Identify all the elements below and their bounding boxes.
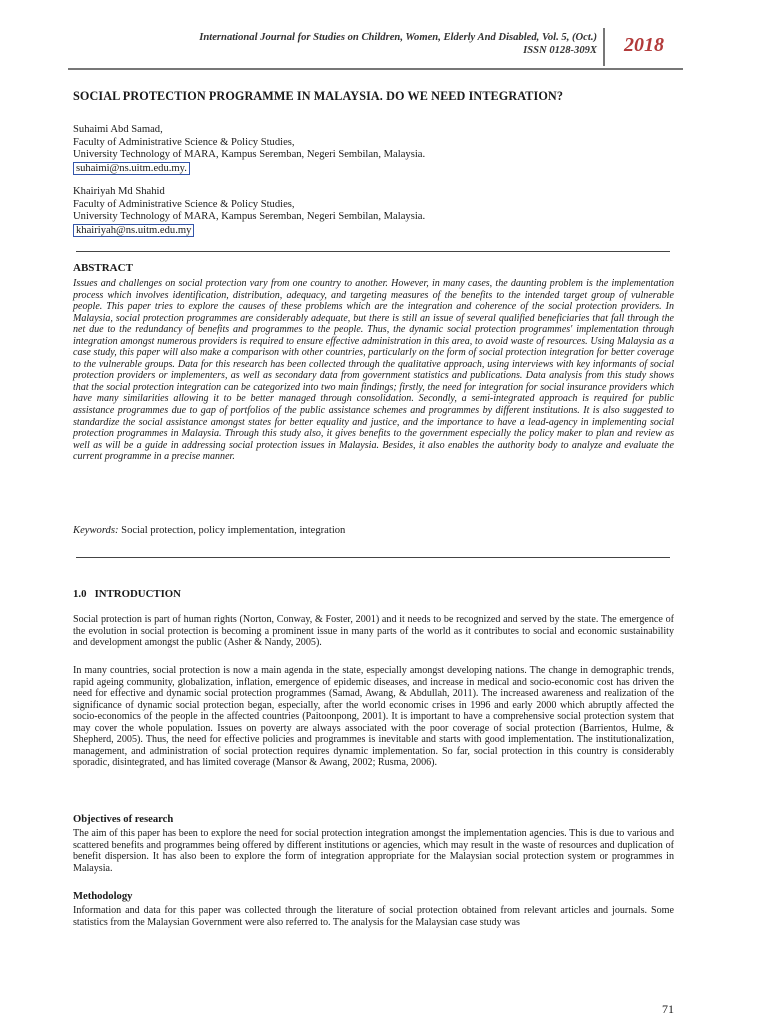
methodology-heading: Methodology (73, 891, 133, 902)
author-university: University Technology of MARA, Kampus Seremban, Negeri Sembilan, Malaysia. (73, 149, 426, 161)
author-faculty: Faculty of Administrative Science & Policy Studies, (73, 198, 295, 210)
author-university: University Technology of MARA, Kampus Seremban, Negeri Sembilan, Malaysia. (73, 211, 426, 223)
divider-rule (76, 251, 670, 252)
keywords-text: Social protection, policy implementation, integration (121, 525, 346, 536)
methodology-paragraph: Information and data for this paper was collected through the literature of social protection obtained from relevant articles and journals. Some statistics from the Malaysian Government were also referred to. The analysis for the Malaysian case study was (73, 905, 674, 928)
intro-paragraph-1: Social protection is part of human rights (Norton, Conway, & Foster, 2001) and it needs to be recognized and served by the state. The emergence of the evolution in social protection is becoming a prominent issue in many parts of the world as it contributes to social and economic sustainability and development amongst the public (Asher & Nandy, 2005). (73, 614, 674, 649)
introduction-heading: 1.0 INTRODUCTION (73, 588, 181, 600)
author-email-link[interactable]: suhaimi@ns.uitm.edu.my. (73, 162, 190, 175)
divider-rule (76, 557, 670, 558)
author-block-1 (73, 124, 633, 175)
author-faculty: Faculty of Administrative Science & Policy Studies, (73, 136, 295, 148)
author-name: Khairiyah Md Shahid (73, 186, 165, 197)
running-header (68, 28, 683, 70)
journal-citation (199, 32, 597, 57)
keywords-line (73, 525, 345, 536)
author-name: Suhaimi Abd Samad, (73, 124, 163, 135)
journal-issn: ISSN 0128-309X (523, 44, 597, 56)
objectives-paragraph: The aim of this paper has been to explore the need for social protection integration amongst the implementation agencies. This is due to various and scattered benefits and programmes being offered by different institutions or agencies, which may result in the waste of resources and duplication of benefit dispersion. It has also been to explore the form of integration appropriate for the Malaysian social protection system or programmes in Malaysia. (73, 828, 674, 874)
page-number: 71 (662, 1002, 674, 1016)
author-block-2 (73, 186, 633, 237)
abstract-heading: ABSTRACT (73, 262, 133, 274)
keywords-label: Keywords: (73, 525, 119, 536)
paper-title: SOCIAL PROTECTION PROGRAMME IN MALAYSIA. DO WE NEED INTEGRATION? (73, 89, 564, 103)
intro-paragraph-2: In many countries, social protection is now a main agenda in the state, especially amongst developing nations. The change in demographic trends, rapid ageing community, globalization, inflation, emergence of epidemic diseases, and increase in medical and socio-economic cost has driven the need for effective and dynamic social protection programmes (Samad, Awang, & Abdullah, 2011). The increased awareness and realization of the significance of dynamic social protection began, especially, after the world economic crises in 1996 and early 2000 which abruptly affected the socio-economics of the people in the affected countries (Paitoonpong, 2001). It is important to have a comprehensive social protection system that may cover the whole population. Issues on poverty are always associated with the poor coverage of social protection (Barrientos, Hulme, & Shepherd, 2005). Thus, the need for effective policies and programmes is inevitable and starts with good implementation. The institutionalization, management, and administration of social protection requires dynamic implementation. So far, social protection in this country is considerably sporadic, disintegrated, and has limited coverage (Mansor & Awang, 2002; Rusma, 2006). (73, 665, 674, 769)
journal-name: International Journal for Studies on Children, Women, Elderly And Disabled, Vol. 5, (Oct.) (199, 32, 597, 43)
author-email-link[interactable]: khairiyah@ns.uitm.edu.my (73, 224, 194, 237)
abstract-text: Issues and challenges on social protection vary from one country to another. However, in many cases, the daunting problem is the implementation process which involves identification, distribution, adequacy, and targeting measures of the benefits to the intended target group of vulnerable people. This paper tries to explore the causes of these problems which are the integration and coherence of the social protection providers. In Malaysia, social protection programmes are considerably adequate, but there is still an issue of several qualified beneficiaries that fall through the net due to the redundancy of benefits and programmes to the people. Thus, the dynamic social protection programmes' implementation through integration amongst numerous providers is required to ensure effective administration in this area, to avoid waste of resources. Using Malaysia as a case study, this paper will also make a comparison with other countries, particularly on the form of social protection integration for better coverage to the vulnerable groups. Data for this research has been collected through the qualitative approach, using interviews with key informants of social protection providers or implementers, as well as secondary data from government statistics and publications. Data analysis from this study shows that the social protection integration can be categorized into two main findings; firstly, the need for integration for social insurance providers which have many similarities allowing it to be better managed through consolidation. Secondly, a semi-integrated approach is required for public assistance programmes due to gap of portfolios of the public assistance schemes and programmes by different institutions. It is also suggested to standardize the social assistance amongst states for better equality and justice, and the importance to have a lead-agency in implementing social protection programmes in Malaysia. Through this study also, it gives benefits to the government especially the policy maker to plan and review as well as will be a guide in addressing social protection issues in Malaysia. Besides, it also enables the authority body to analyze and evaluate the current programme in a precise manner. (73, 278, 674, 463)
objectives-heading: Objectives of research (73, 814, 174, 825)
journal-year: 2018 (603, 28, 683, 66)
